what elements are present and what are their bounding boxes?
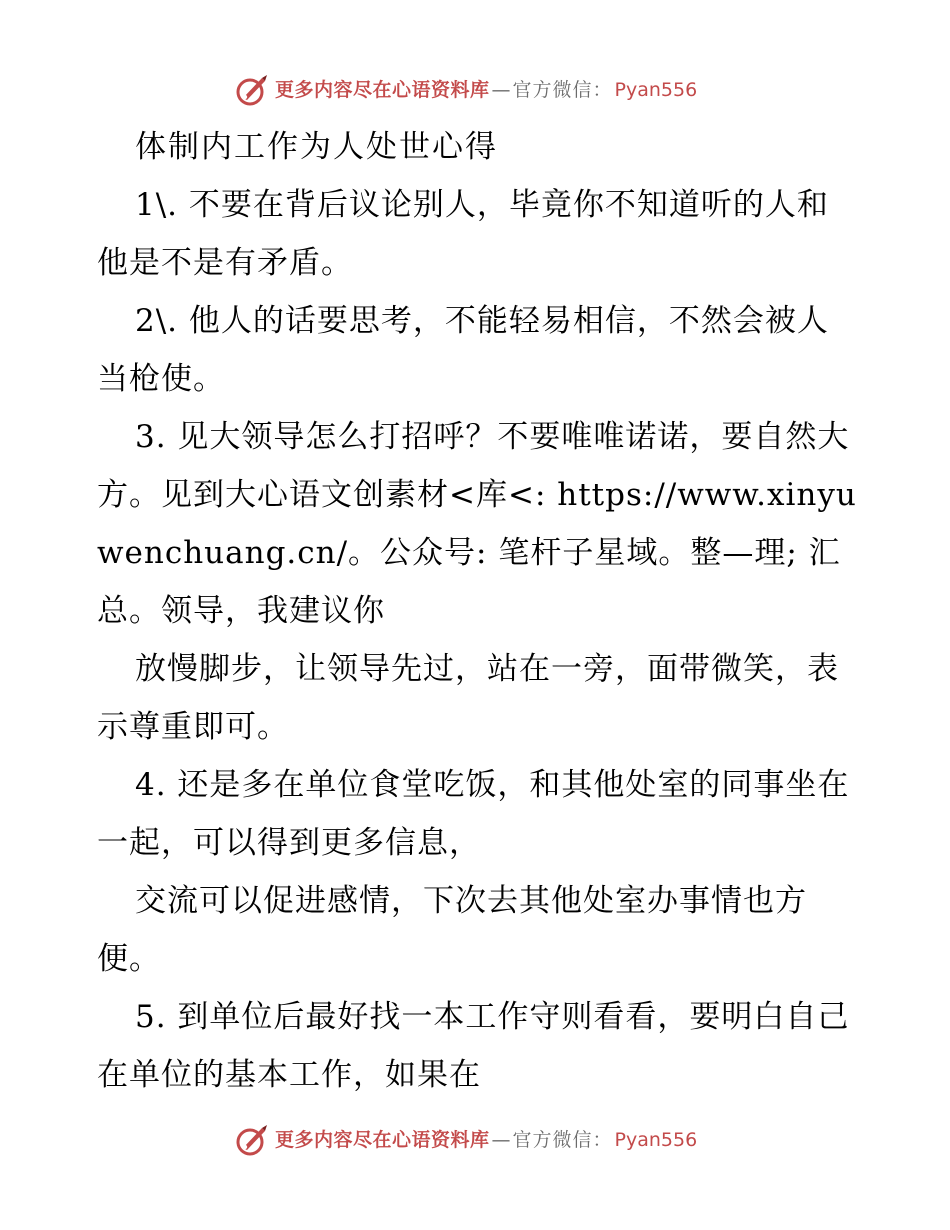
header-watermark-banner bbox=[235, 70, 715, 110]
banner-dash: — bbox=[491, 78, 511, 101]
paragraph-7: 5. 到单位后最好找一本工作守则看看，要明白自己在单位的基本工作，如果在 bbox=[97, 999, 850, 1093]
paragraph-3: 3. 见大领导怎么打招呼？不要唯唯诺诺，要自然大方。见到大心语文创素材<库<: https://www.xinyuwenchuang.cn/。公众号: 笔杆子星域。整—理; 汇总。领导，我建议你 bbox=[97, 419, 857, 629]
quill-pen-logo-icon bbox=[235, 73, 269, 107]
banner-main-text: 更多内容尽在心语资料库 bbox=[275, 78, 490, 101]
paragraph-5: 4. 还是多在单位食堂吃饭，和其他处室的同事坐在一起，可以得到更多信息， bbox=[97, 767, 850, 861]
footer-watermark-banner bbox=[235, 1120, 715, 1160]
document-body bbox=[97, 118, 857, 1104]
quill-pen-logo-icon bbox=[235, 1123, 269, 1157]
paragraph-6: 交流可以促进感情，下次去其他处室办事情也方便。 bbox=[97, 883, 807, 977]
banner-wechat-id: Pyan556 bbox=[614, 78, 698, 101]
paragraph-1: 1\. 不要在背后议论别人，毕竟你不知道听的人和他是不是有矛盾。 bbox=[97, 187, 829, 281]
document-title: 体制内工作为人处世心得 bbox=[135, 129, 498, 165]
banner-wechat-id: Pyan556 bbox=[614, 1128, 698, 1151]
banner-main-text: 更多内容尽在心语资料库 bbox=[275, 1128, 490, 1151]
paragraph-4: 放慢脚步，让领导先过，站在一旁，面带微笑，表示尊重即可。 bbox=[97, 651, 839, 745]
banner-dash: — bbox=[491, 1128, 511, 1151]
paragraph-2: 2\. 他人的话要思考，不能轻易相信，不然会被人当枪使。 bbox=[97, 303, 829, 397]
banner-wechat-label: 官方微信： bbox=[512, 78, 613, 101]
banner-wechat-label: 官方微信： bbox=[512, 1128, 613, 1151]
